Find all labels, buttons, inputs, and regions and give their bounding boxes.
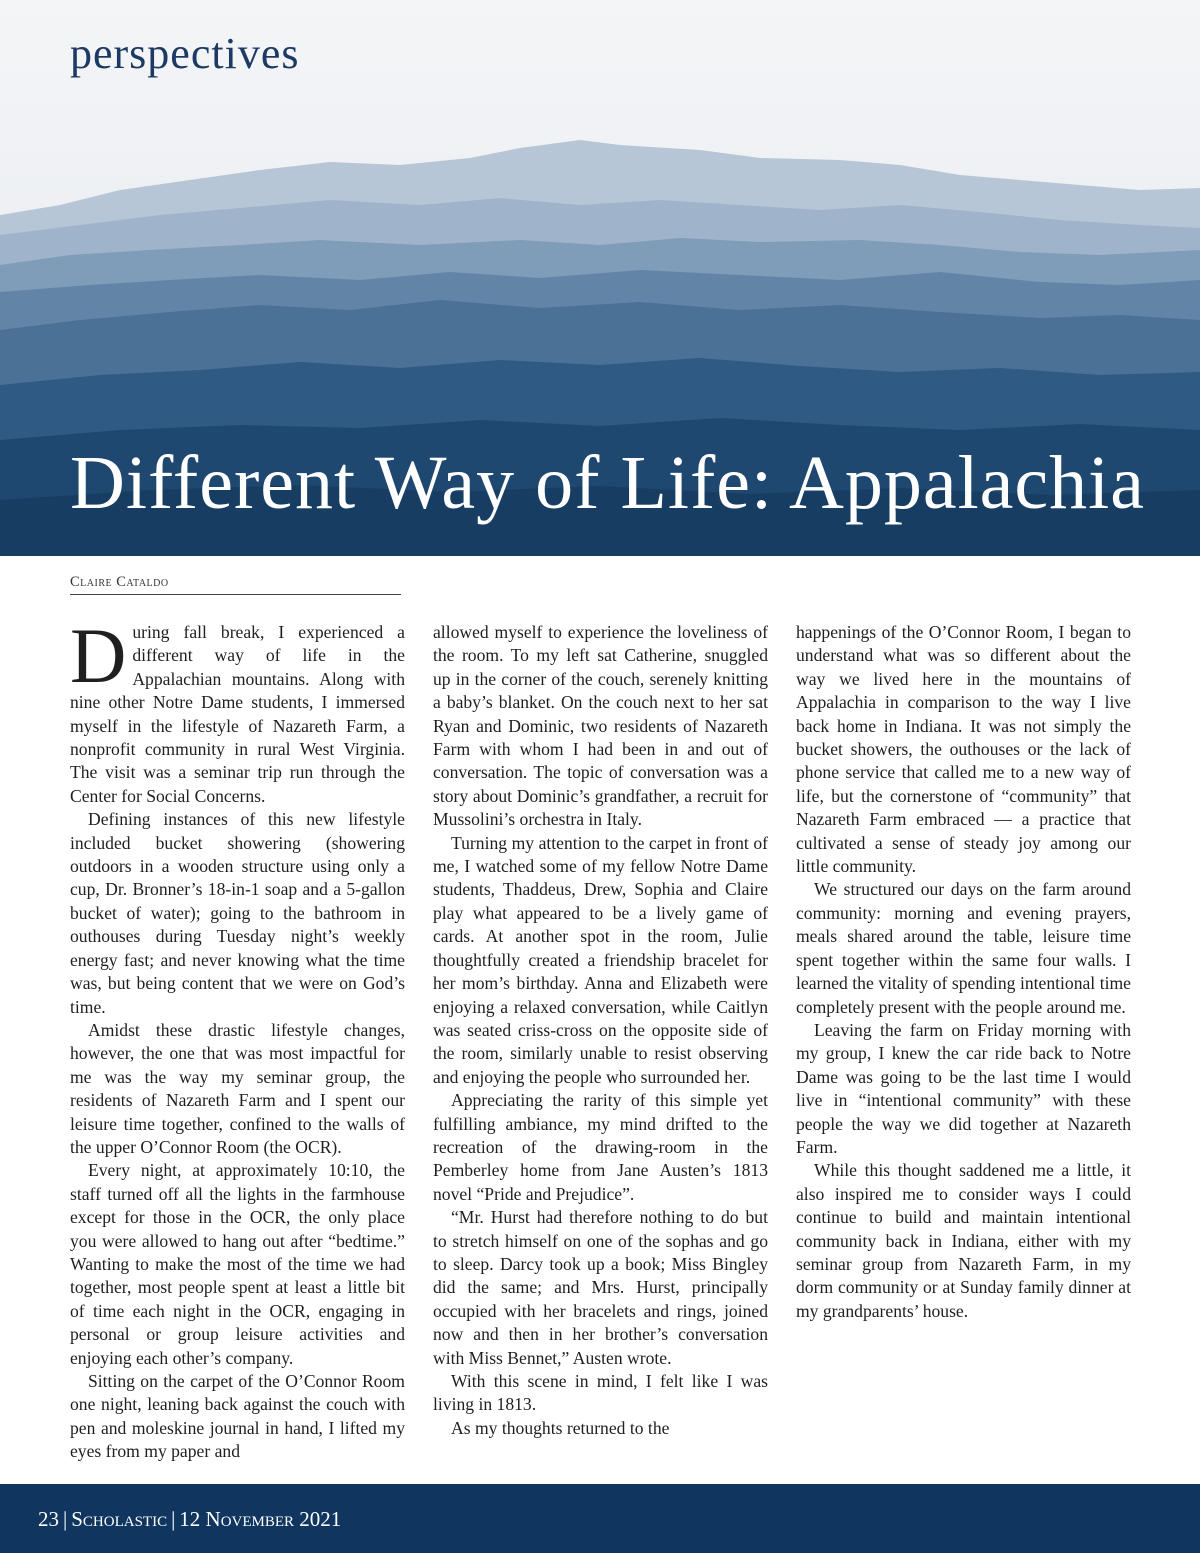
article-title: Different Way of Life: Appalachia xyxy=(70,441,1145,525)
paragraph: While this thought saddened me a little, it also inspired me to consider ways I could continue to build and maintain intentional community back in Indiana, either with my seminar group from Nazareth Farm, in my dorm community or at Sunday family dinner at my grandparents’ house. xyxy=(796,1160,1131,1321)
paragraph: allowed myself to experience the loveliness of the room. To my left sat Catherine, snuggled up in the corner of the couch, serenely knitting a baby’s blanket. On the couch next to her sat Ryan and Dominic, two residents of Nazareth Farm with whom I had been in and out of conversation. The topic of conversation was a story about Dominic’s grandfather, a recruit for Mussolini’s orchestra in Italy. xyxy=(433,622,768,830)
paragraph: During fall break, I experienced a different way of life in the Appalachian mountains. Along with nine other Notre Dame students, I immersed myself in the lifestyle of Nazareth Farm, a nonprofit community in rural West Virginia. The visit was a seminar trip run through the Center for Social Concerns. xyxy=(70,612,405,806)
paragraph: Every night, at approximately 10:10, the staff turned off all the lights in the farmhouse except for those in the OCR, the only place you were allowed to hang out after “bedtime.” Wanting to make the most of the time we had together, most people spent at least a little bit of time each night in the OCR, engaging in personal or group leisure activities and enjoying each other’s company. xyxy=(70,1160,405,1368)
paragraph: happenings of the O’Connor Room, I began to understand what was so different about the way we lived here in the mountains of Appalachia in comparison to the way I live back home in Indiana. It was not simply the bucket showers, the outhouses or the lack of phone service that called me to a new way of life, but the cornerstone of “community” that Nazareth Farm embraced — a practice that cultivated a sense of steady joy among our little community. xyxy=(796,622,1131,877)
paragraph: With this scene in mind, I felt like I was living in 1813. xyxy=(433,1371,768,1415)
paragraph: Sitting on the carpet of the O’Connor Room one night, leaning back against the couch with pen and moleskine journal in hand, I lifted my eyes from my paper and xyxy=(70,1371,405,1462)
article-column-2 xyxy=(433,621,768,1440)
paragraph: Defining instances of this new lifestyle included bucket showering (showering outdoors in a wooden structure using only a cup, Dr. Bronner’s 18-in-1 soap and a 5-gallon bucket of water); going to the bathroom in outhouses during Tuesday night’s weekly energy fast; and never knowing what the time was, but being content that we were on God’s time. xyxy=(70,809,405,1017)
section-label: perspectives xyxy=(70,29,300,78)
paragraph: Amidst these drastic lifestyle changes, however, the one that was most impactful for me was the way my seminar group, the residents of Nazareth Farm and I spent our leisure time together, confined to the walls of the upper O’Connor Room (the OCR). xyxy=(70,1019,405,1157)
page-number: 23 xyxy=(38,1507,59,1531)
paragraph: “Mr. Hurst had therefore nothing to do but to stretch himself on one of the sophas and go to sleep. Darcy took up a book; Miss Bingley did the same; and Mrs. Hurst, principally occupied with her bracelets and rings, joined now and then in her brother’s conversation with Miss Bennet,” Austen wrote. xyxy=(433,1207,768,1368)
article-column-3 xyxy=(796,621,1131,1323)
footer-separator: | xyxy=(63,1507,68,1531)
publication-name: Scholastic xyxy=(71,1507,168,1531)
footer-separator: | xyxy=(171,1507,176,1531)
drop-cap: D xyxy=(70,612,127,699)
footer-text xyxy=(38,1507,341,1532)
paragraph: Turning my attention to the carpet in front of me, I watched some of my fellow Notre Dame students, Thaddeus, Drew, Sophia and Claire play what appeared to be a lively game of cards. At another spot in the room, Julie thoughtfully created a friendship bracelet for her mom’s birthday. Anna and Elizabeth were enjoying a relaxed conversation, while Caitlyn was seated criss-cross on the opposite side of the room, similarly unable to resist observing and enjoying the people who surrounded her. xyxy=(433,832,768,1087)
paragraph: As my thoughts returned to the xyxy=(451,1417,670,1438)
paragraph: Appreciating the rarity of this simple yet fulfilling ambiance, my mind drifted to the recreation of the drawing-room in the Pemberley home from Jane Austen’s 1813 novel “Pride and Prejudice”. xyxy=(433,1090,768,1204)
byline: Claire Cataldo xyxy=(70,574,401,595)
article-column-1 xyxy=(70,612,405,1464)
paragraph: We structured our days on the farm around community: morning and evening prayers, meals shared around the table, leisure time spent together within the same four walls. I learned the vitality of spending intentional time completely present with the people around me. xyxy=(796,879,1131,1017)
issue-date: 12 November 2021 xyxy=(179,1507,342,1531)
paragraph: Leaving the farm on Friday morning with my group, I knew the car ride back to Notre Dame was going to be the last time I would live in “intentional community” with these people the way we did together at Nazareth Farm. xyxy=(796,1019,1131,1157)
